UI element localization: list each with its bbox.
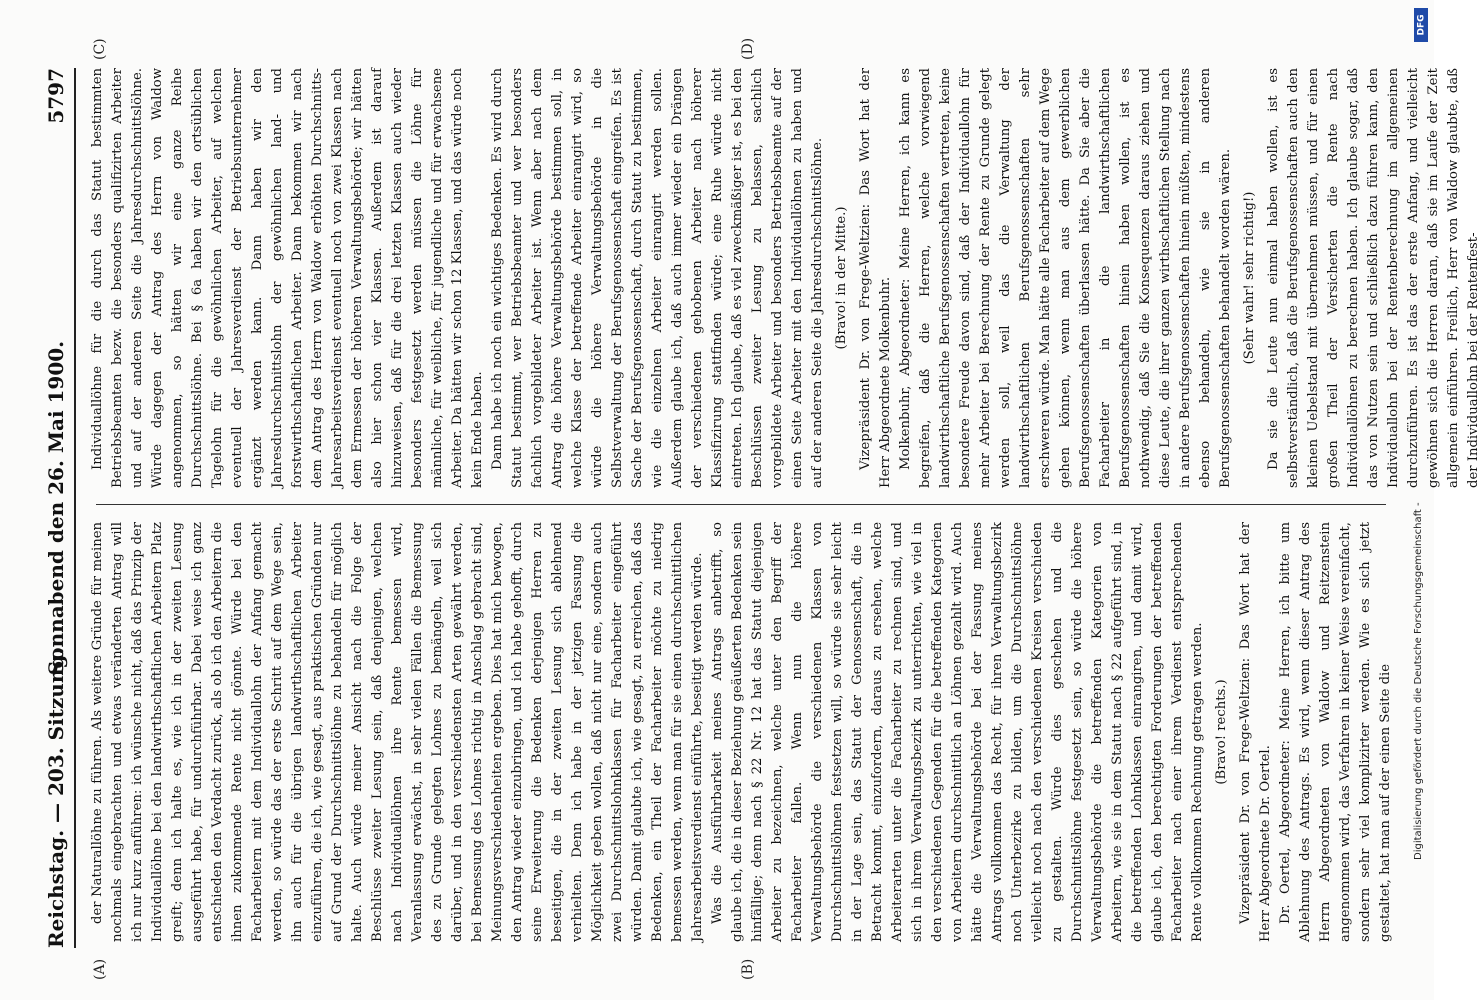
column-divider xyxy=(96,504,1386,505)
page-number: 5797 xyxy=(44,68,68,124)
left-paragraph-2: Was die Ausführbarkeit meines Antrags anbetrifft, so glaube ich, die in dieser Beziehung geäußerten Bedenken sein hinfällige; denn nach § 22 Nr. 12 hat das Statut diejenigen Arbeiter zu bezeichnen, welche unter den Begriff der Facharbeiter fallen. Wenn nun die höhere Verwaltungsbehörde die verschiedenen Klassen von Durchschnittslöhnen festsetzen will, so würde sie sehr leicht in der Lage sein, das Statut der Genossenschaft, die in Betracht kommt, einzufordern, daraus zu ersehen, welche Arbeiterarten unter die Facharbeiter zu rechnen sind, und sich in ihrem Verwaltungsbezirk zu unterrichten, wie viel in den verschiedenen Gegenden für die betreffenden Kategorien von Arbeitern durchschnittlich an Löhnen gezahlt wird. Auch hätte die Verwaltungsbehörde bei der Fassung meines Antrags vollkommen das Recht, für ihren Verwaltungsbezirk noch Unterbezirke zu bilden, um die Durchschnittslöhne vielleicht noch nach den verschiedenen Kreisen verschieden zu gestalten. Würde dies geschehen und die Durchschnittslöhne festgesetzt sein, so würde die höhere Verwaltungsbehörde die betreffenden Kategorien von Arbeitern, wie sie in dem Statut nach § 22 aufgeführt sind, in die betreffenden Lohnklassen einrangiren, und damit wird, glaube ich, den berechtigten Forderungen der betreffenden Facharbeiter nach einer ihrem Verdienst entsprechenden Rente vollkommen Rechnung getragen werden. xyxy=(710,522,1205,942)
marker-d: (D) xyxy=(740,37,756,60)
right-president: Vizepräsident Dr. von Frege-Weltzien: Das Wort hat der Herr Abgeordnete Molkenbuhr. xyxy=(858,68,893,488)
logo-text: DFG xyxy=(1416,14,1427,36)
credit-text: Digitalisierung gefördert durch die Deutsche Forschungsgemeinschaft - xyxy=(1413,502,1424,860)
right-applause-2: (Sehr wahr! sehr richtig!) xyxy=(1242,191,1257,365)
digitization-credit xyxy=(1408,10,1428,870)
left-applause: (Bravo! rechts.) xyxy=(1214,679,1229,785)
marker-c: (C) xyxy=(92,38,108,60)
right-applause-1: (Bravo! in der Mitte.) xyxy=(834,206,849,350)
left-column xyxy=(88,522,1408,942)
right-paragraph-1: Individuallöhne für die durch das Statut bestimmten Betriebsbeamten bezw. die besonders qualifizirten Arbeiter und auf der anderen Seite die Jahresdurchschnittslöhne. Würde dagegen der Antrag des Herrn von Waldow angenommen, so hätten wir eine ganze Reihe Durchschnittslöhne. Bei § 6a haben wir den ortsüblichen Tagelohn für die gewöhnlichen Arbeiter, auf welchen eventuell der Jahresverdienst der Betriebsunternehmer ergänzt werden kann. Dann haben wir den Jahresdurchschnittslohn der gewöhnlichen land- und forstwirthschaftlichen Arbeiter. Dann bekommen wir nach dem Antrag des Herrn von Waldow erhöhten Durchschnitts-Jahresarbeitsverdienst eventuell noch von zwei Klassen nach dem Ermessen der höheren Verwaltungsbehörde; wir hätten also hier schon vier Klassen. Außerdem ist darauf hinzuweisen, daß für die drei letzten Klassen auch wieder besonders festgesetzt werden müssen die Löhne für männliche, für weibliche, für jugendliche und für erwachsene Arbeiter. Da hätten wir schon 12 Klassen, und das würde noch kein Ende haben. xyxy=(90,68,485,488)
marker-b: (B) xyxy=(740,958,756,980)
right-column xyxy=(88,68,1481,488)
right-paragraph-2: Dann habe ich noch ein wichtiges Bedenken. Es wird durch Statut bestimmt, wer Betriebsbeamter und wer besonders fachlich vorgebildeter Arbeiter ist. Wenn aber nach dem Antrag die höhere Verwaltungsbehörde bestimmen soll, in welche Klasse der betreffende Arbeiter einrangirt wird, so würde die höhere Verwaltungsbehörde in die Selbstverwaltung der Berufsgenossenschaft eingreifen. Es ist Sache der Berufsgenossenschaft, durch Statut zu bestimmen, wie die einzelnen Arbeiter einrangirt werden sollen. Außerdem glaube ich, daß auch immer wieder ein Drängen der verschiedenen gehobenen Arbeiter nach höherer Klassifizirung stattfinden würde; eine Ruhe würde nicht eintreten. Ich glaube, daß es viel zweckmäßiger ist, es bei den Beschlüssen zweiter Lesung zu belassen, sachlich vorgebildete Arbeiter und besonders Betriebsbeamte auf der einen Seite Arbeiter mit den Individuallöhnen zu haben und auf der anderen Seite die Jahresdurchschnittslöhne. xyxy=(490,68,825,488)
left-president: Vizepräsident Dr. von Frege-Weltzien: Das Wort hat der Herr Abgeordnete Dr. Oertel. xyxy=(1238,522,1273,942)
marker-a: (A) xyxy=(92,958,108,980)
left-paragraph-1: der Naturallöhne zu führen. Als weitere Gründe für meinen nochmals eingebrachten und etwas veränderten Antrag will ich nur kurz anführen: ich wünsche nicht, daß das Prinzip der Individuallöhne bei den landwirthschaftlichen Arbeitern Platz greift; denn ich halte es, wie ich in der zweiten Lesung ausgeführt habe, für undurchführbar. Dabei weise ich ganz entschieden den Verdacht zurück, als ob ich den Arbeitern die ihnen zukommende Rente nicht gönnte. Würde bei den Facharbeitern mit dem Individuallohn der Anfang gemacht werden, so würde das der erste Schritt auf dem Wege sein, ihn auch für die übrigen landwirthschaftlichen Arbeiter einzuführen, die ich, wie gesagt, aus praktischen Gründen nur auf Grund der Durchschnittslöhne zu behandeln für möglich halte. Auch würde meiner Ansicht nach die Folge der Beschlüsse zweiter Lesung sein, daß denjenigen, welchen nach Individuallöhnen ihre Rente bemessen wird, Veranlassung erwächst, in sehr vielen Fällen die Bemessung des zu Grunde gelegten Lohnes zu bemängeln, weil sich darüber, und in den verschiedensten Arten gewährt werden, bei Bemessung des Lohnes richtig in Anschlag gebracht sind, Meinungsverschiedenheiten ergeben. Dies hat mich bewogen, den Antrag wieder einzubringen, und ich habe gehofft, durch seine Erweiterung die Bedenken derjenigen Herren zu beseitigen, die in der zweiten Lesung sich ablehnend verhielten. Denn ich habe in der jetzigen Fassung die Möglichkeit geben wollen, daß nicht nur eine, sondern auch zwei Durchschnittslohnklassen für Facharbeiter eingeführt würden. Damit glaubte ich, wie gesagt, zu erreichen, daß das Bedenken, ein Theil der Facharbeiter möchte zu niedrig bemessen werden, wenn man für sie einen durchschnittlichen Jahresarbeitsverdienst einführte, beseitigt werden würde. xyxy=(90,522,705,942)
dfg-logo xyxy=(1414,8,1428,42)
header-left: Reichstag. — 203. Sitzung. xyxy=(44,647,68,948)
page-header xyxy=(40,68,76,948)
right-speech-2: Da sie die Leute nun einmal haben wollen, ist es selbstverständlich, daß die Berufsgenossenschaften auch den kleinen Uebelstand mit übernehmen müssen, und für einen großen Theil der Versicherten die Rente nach Individuallöhnen zu berechnen haben. Ich glaube sogar, daß das von Nutzen sein und schließlich dazu führen kann, den Individuallohn bei der Rentenberechnung im allgemeinen durchzuführen. Es ist das der erste Anfang, und vielleicht gewöhnen sich die Herren daran, daß sie im Laufe der Zeit allgemein einführen. Freilich, Herr von Waldow glaubte, daß der Individuallohn bei der Rentenfest- xyxy=(1266,68,1481,488)
header-date: Sonnabend den 26. Mai 1900. xyxy=(44,340,68,676)
right-speech: Molkenbuhr, Abgeordneter: Meine Herren, ich kann es begreifen, daß die Herren, welche vorwiegend landwirthschaftliche Berufsgenossenschaften vertreten, keine besondere Freude davon sind, daß der Individuallohn für mehr Arbeiter bei Berechnung der Rente zu Grunde gelegt werden soll, weil das die Verwaltung der landwirthschaftlichen Berufsgenossenschaften sehr erschweren würde. Man hätte alle Facharbeiter auf dem Wege gehen können, wenn man aus dem gewerblichen Berufsgenossenschaften überlassen hätte. Da Sie aber die Facharbeiter in die landwirthschaftlichen Berufsgenossenschaften hinein haben wollen, ist es nothwendig, daß Sie die Konsequenzen daraus ziehen und diese Leute, die ihrer ganzen wirthschaftlichen Stellung nach in andere Berufsgenossenschaften hinein müßten, mindestens ebenso behandeln, wie sie in anderen Berufsgenossenschaften behandelt worden wären. xyxy=(898,68,1233,488)
left-speech: Dr. Oertel, Abgeordneter: Meine Herren, ich bitte um Ablehnung des Antrags. Es wird, wenn dieser Antrag des Herrn Abgeordneten von Waldow und Reitzenstein angenommen wird, das Verfahren in keiner Weise vereinfacht, sondern sehr viel komplizirter werden. Wie es sich jetzt gestaltet, hat man auf der einen Seite die xyxy=(1278,522,1393,942)
